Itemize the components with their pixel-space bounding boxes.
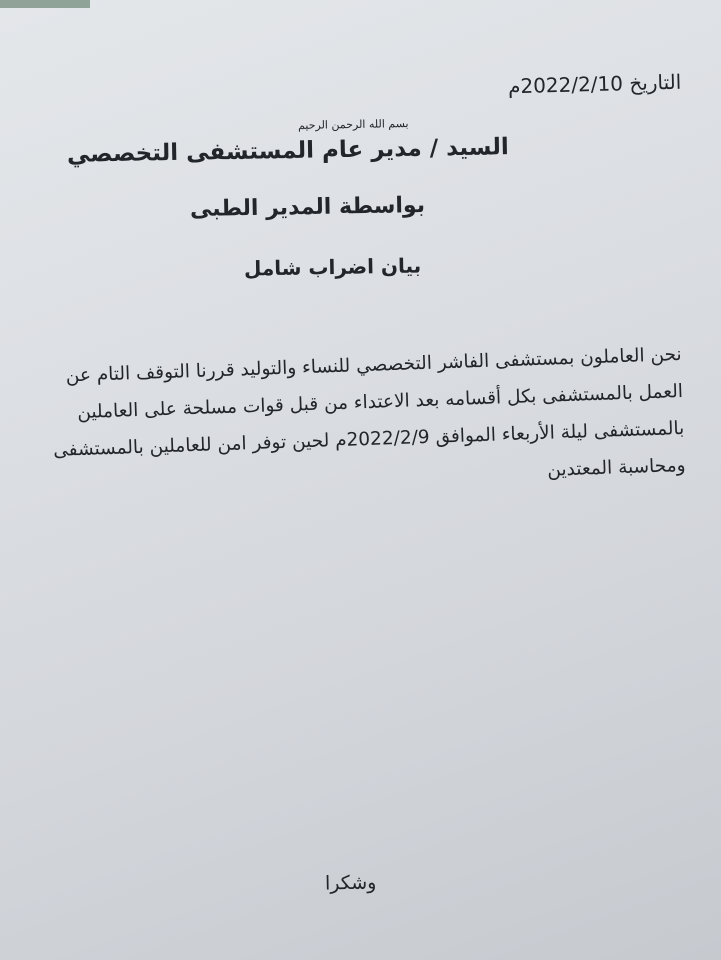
via-line: بواسطة المدير الطبى: [189, 192, 426, 223]
document-body: نحن العاملون بمستشفى الفاشر التخصصي للنساء والتوليد قررنا التوقف التام عن العمل بالمستشفى بكل أقسامه بعد الاعتداء من قبل قوات مسلحة على العاملين بالمستشفى ليلة الأربعاء الموافق 2022/2/9م لحين توفر امن للعاملين بالمستشفى ومحاسبة المعتدين: [52, 343, 686, 481]
statement-title: بيان اضراب شامل: [243, 253, 422, 281]
document-date: التاريخ 2022/2/10م: [507, 69, 682, 99]
corner-shadow: [0, 0, 90, 8]
closing-thanks: وشكرا: [324, 871, 377, 895]
basmala: بسم الله الرحمن الرحيم: [298, 117, 410, 132]
addressee: السيد / مدير عام المستشفى التخصصي: [67, 134, 510, 168]
